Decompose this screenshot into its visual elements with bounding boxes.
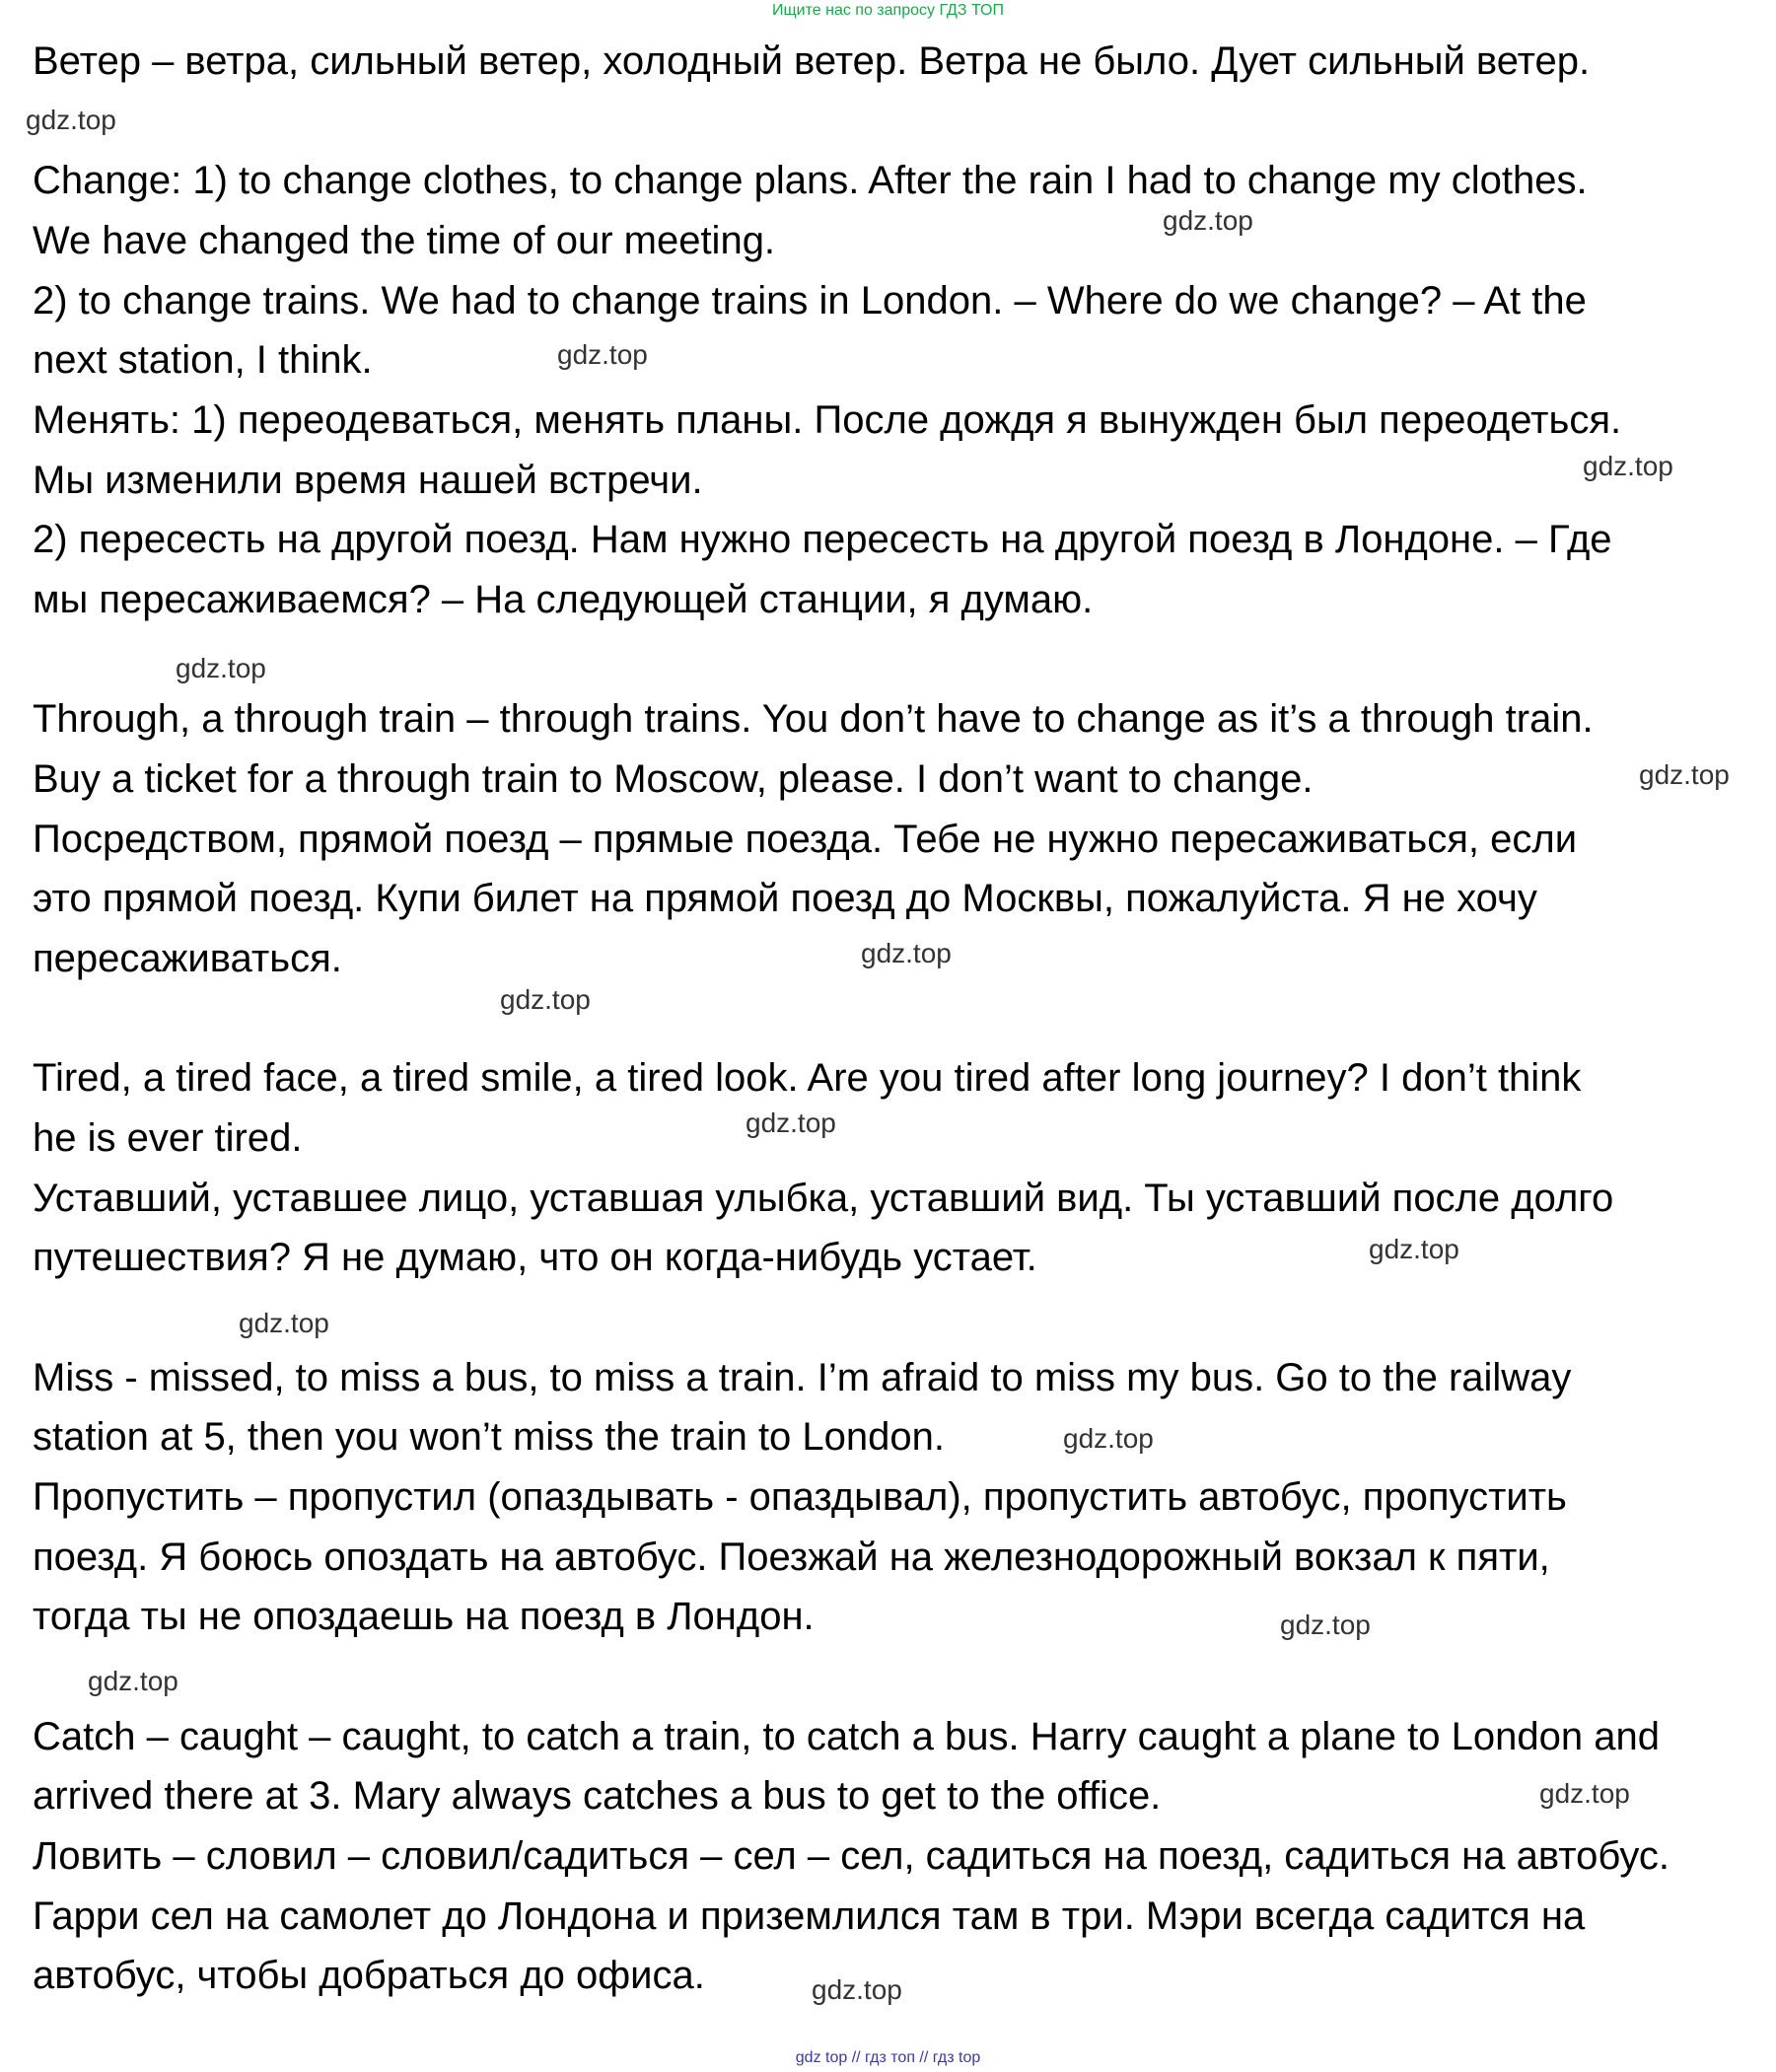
watermark: gdz.top: [557, 339, 648, 370]
watermark: gdz.top: [1583, 451, 1673, 481]
text-line: arrived there at 3. Mary always catches a bus to get to the office.: [33, 1774, 1162, 1818]
text-line: Менять: 1) переодеваться, менять планы. После дождя я вынужден был переодеться.: [33, 398, 1622, 442]
text-line: тогда ты не опоздаешь на поезд в Лондон.: [33, 1595, 815, 1638]
watermark: gdz.top: [746, 1107, 836, 1138]
text-line: Ветер – ветра, сильный ветер, холодный ветер. Ветра не было. Дует сильный ветер.: [33, 39, 1591, 83]
watermark: gdz.top: [88, 1666, 178, 1696]
watermark: gdz.top: [176, 653, 266, 683]
text-line: he is ever tired.: [33, 1116, 303, 1160]
watermark: gdz.top: [812, 1974, 902, 2005]
text-line: Пропустить – пропустил (опаздывать - опаздывал), пропустить автобус, пропустить: [33, 1475, 1567, 1519]
text-line: Ловить – словил – словил/садиться – сел – сел, садиться на поезд, садиться на автобус.: [33, 1834, 1670, 1878]
text-line: 2) пересесть на другой поезд. Нам нужно пересесть на другой поезд в Лондоне. – Где: [33, 518, 1612, 561]
watermark: gdz.top: [1163, 205, 1253, 236]
watermark: gdz.top: [1369, 1234, 1459, 1264]
text-line: это прямой поезд. Купи билет на прямой поезд до Москвы, пожалуйста. Я не хочу: [33, 877, 1537, 920]
watermark: gdz.top: [1280, 1609, 1371, 1640]
watermark: gdz.top: [26, 105, 116, 135]
text-line: Уставший, уставшее лицо, уставшая улыбка, уставший вид. Ты уставший после долго: [33, 1177, 1614, 1220]
text-line: Tired, a tired face, a tired smile, a tired look. Are you tired after long journey? I don’t think: [33, 1056, 1582, 1100]
text-line: автобус, чтобы добраться до офиса.: [33, 1954, 705, 1997]
text-line: Through, a through train – through trains. You don’t have to change as it’s a through train.: [33, 697, 1594, 741]
text-line: Miss - missed, to miss a bus, to miss a train. I’m afraid to miss my bus. Go to the railway: [33, 1356, 1572, 1399]
watermark: gdz.top: [500, 984, 591, 1015]
text-line: поезд. Я боюсь опоздать на автобус. Поезжай на железнодорожный вокзал к пяти,: [33, 1536, 1550, 1579]
watermark: gdz.top: [239, 1308, 329, 1338]
text-line: We have changed the time of our meeting.: [33, 219, 776, 262]
text-line: Buy a ticket for a through train to Moscow, please. I don’t want to change.: [33, 757, 1314, 801]
text-line: 2) to change trains. We had to change trains in London. – Where do we change? – At the: [33, 279, 1587, 322]
text-line: station at 5, then you won’t miss the train to London.: [33, 1415, 945, 1459]
top-banner: Ищите нас по запросу ГДЗ ТОП: [772, 2, 1004, 19]
watermark: gdz.top: [861, 938, 952, 968]
text-line: Catch – caught – caught, to catch a train, to catch a bus. Harry caught a plane to London and: [33, 1715, 1660, 1758]
watermark: gdz.top: [1063, 1423, 1154, 1454]
text-line: мы пересаживаемся? – На следующей станции, я думаю.: [33, 578, 1094, 621]
text-line: путешествия? Я не думаю, что он когда-нибудь устает.: [33, 1236, 1037, 1279]
watermark: gdz.top: [1639, 759, 1730, 790]
text-line: Посредством, прямой поезд – прямые поезда. Тебе не нужно пересаживаться, если: [33, 818, 1578, 861]
bottom-banner: gdz top // гдз топ // гдз top: [795, 2049, 981, 2066]
text-line: next station, I think.: [33, 338, 373, 382]
text-line: пересаживаться.: [33, 937, 342, 980]
text-line: Гарри сел на самолет до Лондона и приземлился там в три. Мэри всегда садится на: [33, 1894, 1586, 1938]
text-line: Change: 1) to change clothes, to change plans. After the rain I had to change my clothes.: [33, 159, 1588, 202]
watermark: gdz.top: [1539, 1778, 1630, 1809]
text-line: Мы изменили время нашей встречи.: [33, 459, 703, 502]
